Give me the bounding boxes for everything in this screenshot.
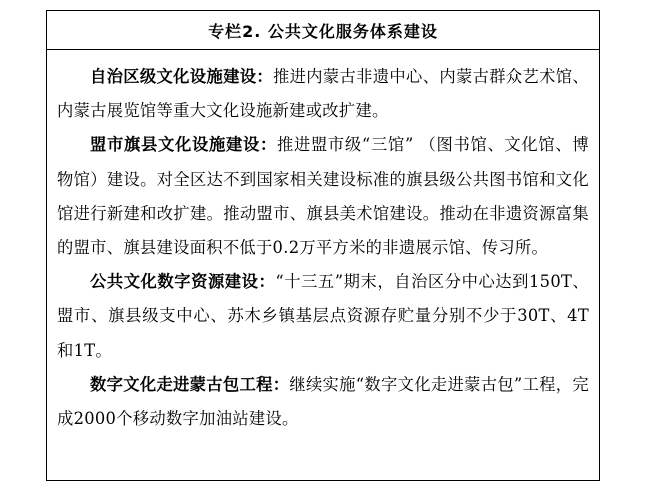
paragraph-yurt-project [57, 368, 589, 436]
paragraph-text: 推进盟市级“三馆” （图书馆、文化馆、博物馆）建设。对全区达不到国家相关建设标准的旗县级公共图书馆和文化馆进行新建和改扩建。推动盟市、旗县美术馆建设。推动在非遗资源富集的盟市、旗县建设面积不低于0.2万平方米的非遗展示馆、传习所。 [57, 135, 589, 258]
paragraph-lead: 数字文化走进蒙古包工程： [90, 374, 290, 394]
column-title: 专栏2. 公共文化服务体系建设 [47, 11, 599, 50]
paragraph-league-county-facilities [57, 128, 589, 265]
paragraph-text: 推进内蒙古非遗中心、内蒙古群众艺术馆、内蒙古展览馆等重大文化设施新建或改扩建。 [57, 67, 589, 121]
paragraph-lead: 公共文化数字资源建设： [90, 272, 276, 292]
paragraph-text: “十三五”期末，自治区分中心达到150T、盟市、旗县级支中心、苏木乡镇基层点资源存贮量分别不少于30T、4T和1T。 [57, 272, 589, 360]
column-body [57, 60, 589, 436]
paragraph-text: 继续实施“数字文化走进蒙古包”工程，完成2000个移动数字加油站建设。 [57, 374, 589, 429]
paragraph-digital-resources [57, 265, 589, 368]
paragraph-lead: 自治区级文化设施建设： [90, 67, 273, 86]
paragraph-lead: 盟市旗县文化设施建设： [90, 135, 277, 155]
column-box [46, 10, 600, 481]
paragraph-regional-facilities [57, 60, 589, 128]
